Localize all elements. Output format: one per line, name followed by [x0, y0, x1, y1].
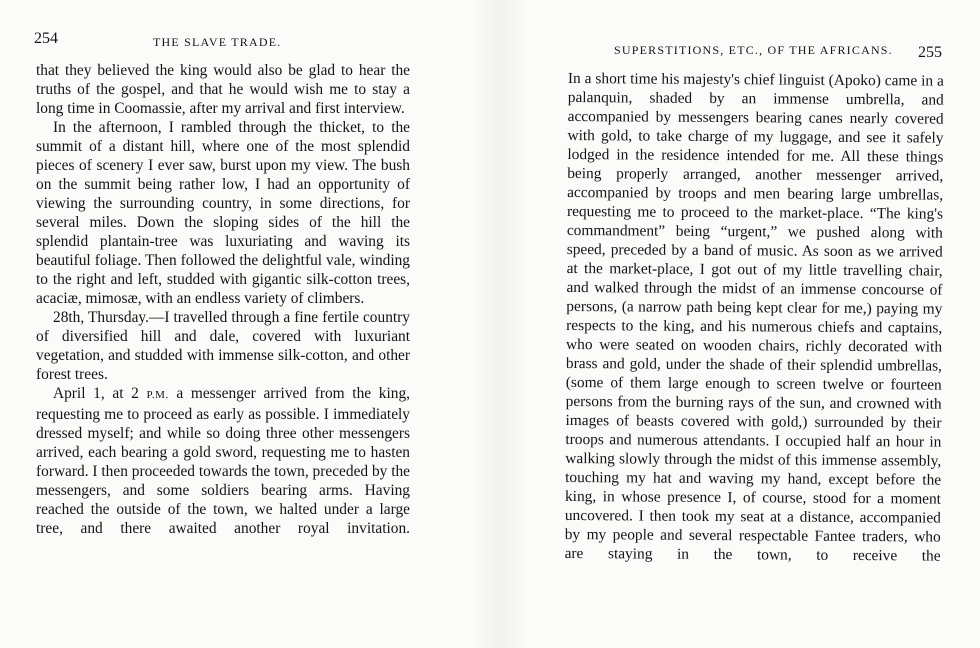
paragraph-text: April 1, at 2: [53, 385, 147, 402]
paragraph: 28th, Thursday.—I travelled through a fine fertile country of diversified hill and dale, covered with luxuriant vegetation, and studded with immense silk-cotton, and other forest trees.: [36, 309, 410, 383]
body-text: [36, 61, 410, 538]
right-page: [490, 0, 980, 648]
page-number: 255: [918, 44, 942, 61]
running-head: SUPERSTITIONS, ETC., OF THE AFRICANS.: [614, 43, 893, 57]
paragraph-text: a messenger arrived from the king, requesting me to proceed as early as possible. I immediately dressed myself; and while so doing three other messengers arrived, each bearing a gold sword, requesting me to hasten forward. I then proceeded towards the town, preceded by the messengers, and some soldiers bearing arms. Having reached the outside of the town, we halted under a large tree, and there awaited another royal invitation.: [36, 385, 410, 537]
paragraph: In a short time his majesty's chief linguist (Apoko) came in a palanquin, shaded by an immense umbrella, and accompanied by messengers bearing canes nearly covered with gold, to take charge of my luggage, and see it safely lodged in the residence intended for me. All these things being properly arranged, another messenger arrived, accompanied by troops and men bearing large umbrellas, requesting me to proceed to the market-place. “The king's commandment” being “urgent,” we pushed along with speed, preceded by a band of music. As soon as we arrived at the market-place, I got out of my little travelling chair, and walked through the midst of an immense concourse of persons, (a narrow path being kept clear for me,) paying my respects to the king, and his numerous chiefs and captains, who were seated on wooden chairs, richly decorated with brass and gold, under the shade of their splendid umbrellas, (some of them large enough to screen twelve or fourteen persons from the burning rays of the sun, and crowned with images of beasts covered with gold,) surrounded by their troops and numerous attendants. I occupied half an hour in walking slowly through the midst of this immense assembly, touching my hat and waving my hand, except before the king, in whose presence I, of course, stood for a moment uncovered. I then took my seat at a distance, accompanied by my people and several respectable Fantee traders, who are staying in the town, to receive the: [564, 69, 944, 565]
running-head: THE SLAVE TRADE.: [153, 35, 282, 49]
body-text: [565, 69, 944, 566]
paragraph: [36, 384, 410, 538]
paragraph: In the afternoon, I rambled through the thicket, to the summit of a distant hill, where one of the most splendid pieces of scenery I ever saw, burst upon my view. The bush on the summit being rather low, I had an opportunity of viewing the surrounding country, in some directions, for several miles. Down the sloping sides of the hill the splendid plantain-tree was luxuriating and waving its beautiful foliage. Then followed the delightful vale, winding to the right and left, studded with gigantic silk-cotton trees, acaciæ, mimosæ, with an endless variety of climbers.: [36, 119, 410, 307]
time-abbreviation: P.M.: [146, 389, 169, 401]
paragraph: that they believed the king would also be glad to hear the truths of the gospel, and that he would wish me to stay a long time in Coomassie, after my arrival and first interview.: [36, 62, 410, 117]
page-number: 254: [34, 30, 58, 47]
